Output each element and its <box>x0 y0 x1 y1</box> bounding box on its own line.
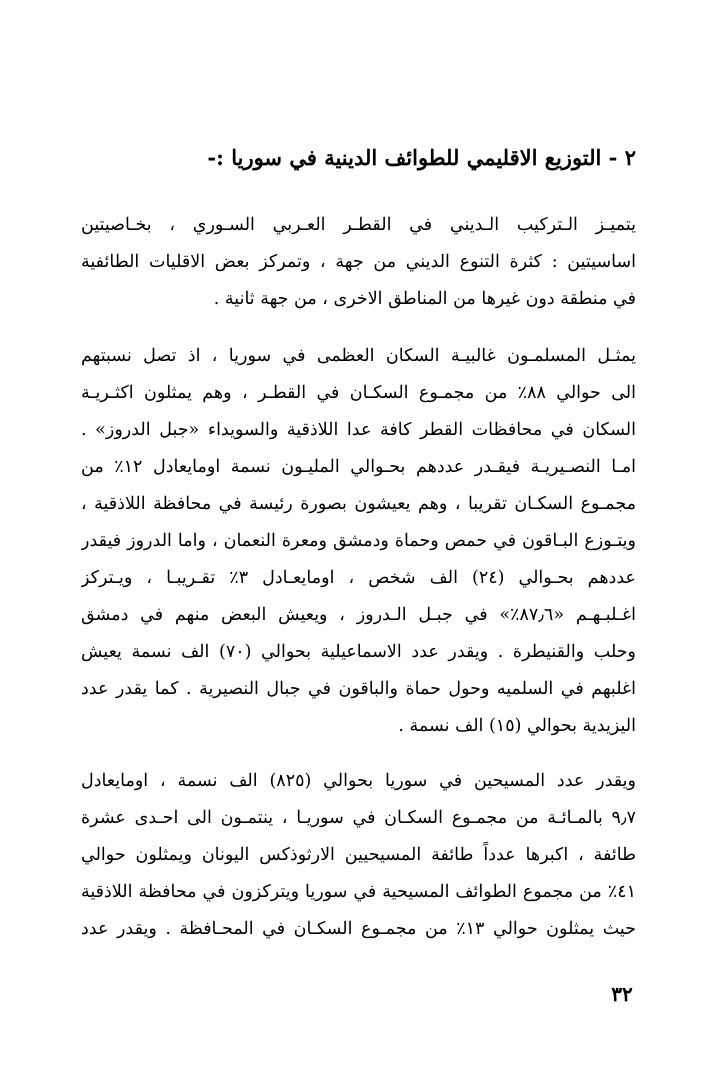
paragraph-line: اليزيدية بحوالي (١٥) الف نسمة . <box>398 716 636 736</box>
paragraph-line: الى حوالي ٨٨٪ من مجمـوع السكـان في القطـر ، وهم يمثلون اكثـريـة <box>81 383 636 403</box>
paragraph-line: مجمـوع السكـان تقريبا ، وهم يعيشون بصورة رئيسة في محافظة اللاذقية ، <box>81 494 636 514</box>
paragraph-2 <box>81 338 636 745</box>
paragraph-line: ويتـوزع البـاقون في حمص وحماة ودمشق ومعرة النعمان ، واما الدروز فيقدر <box>81 531 636 551</box>
paragraph-line: عددهم بحـوالي (٢٤) الف شخص ، اومايعـادل ٣٪ تقـريبـا ، ويـتركز <box>81 568 636 588</box>
paragraph-line: اغـلبـهـم «٨٧٫٦٪» في جبـل الـدروز ، ويعيش البعض منهم في دمشق <box>81 605 636 625</box>
paragraph-line: ويقدر عدد المسيحين في سوريا بحوالي (٨٢٥) الف نسمة ، اومايعادل <box>81 771 636 791</box>
paragraph-line: يمثـل المسلمـون غالبيـة السكان العظمى في سوريا ، اذ تصل نسبتهم <box>81 346 636 366</box>
paragraph-line: وحلب والقنيطرة . ويقدر عدد الاسماعيلية بحوالي (٧٠) الف نسمة يعيش <box>81 642 636 662</box>
paragraph-line: اغلبهم في السلميه وحول حماة والباقون في جبال النصيرية . كما يقدر عدد <box>81 679 636 699</box>
page-number: ٣٢ <box>611 982 633 1006</box>
paragraph-line: اساسيتين : كثرة التنوع الديني من جهة ، وتمركز بعض الاقليات الطائفية <box>81 252 636 272</box>
paragraph-1 <box>81 207 636 318</box>
paragraph-line: في منطقة دون غيرها من المناطق الاخرى ، من جهة ثانية . <box>213 289 636 309</box>
paragraph-line: طائفة ، اكبرها عدداً طائفة المسيحيين الارثوذكس اليونان ويمثلون حوالي <box>81 845 636 865</box>
paragraph-line: امـا النصـيريـة فيقـدر عددهم بحـوالي المليـون نسمة اومايعادل ١٢٪ من <box>81 457 636 477</box>
paragraph-line: ٤١٪ من مجموع الطوائف المسيحية في سوريا ويتركزون في محافظة اللاذقية <box>81 882 636 902</box>
paragraph-3 <box>81 763 636 948</box>
paragraph-line: السكان في محافظات القطر كافة عدا اللاذقية والسويداء «جبل الدروز» . <box>81 420 636 440</box>
paragraph-line: ٩٫٧ بالمـائـة من مجمـوع السكـان في سوريـا ، ينتمـون الى احـدى عشرة <box>81 808 636 828</box>
paragraph-line: حيث يمثلون حوالي ١٣٪ من مجمـوع السكـان في المحـافظة . ويقدر عدد <box>81 919 636 939</box>
section-heading: ٢ - التوزيع الاقليمي للطوائف الدينية في سوريا :- <box>207 145 636 170</box>
paragraph-line: يتميـز الـتركيب الـديني في القطـر العـربي السـوري ، بخـاصيتين <box>81 215 636 235</box>
